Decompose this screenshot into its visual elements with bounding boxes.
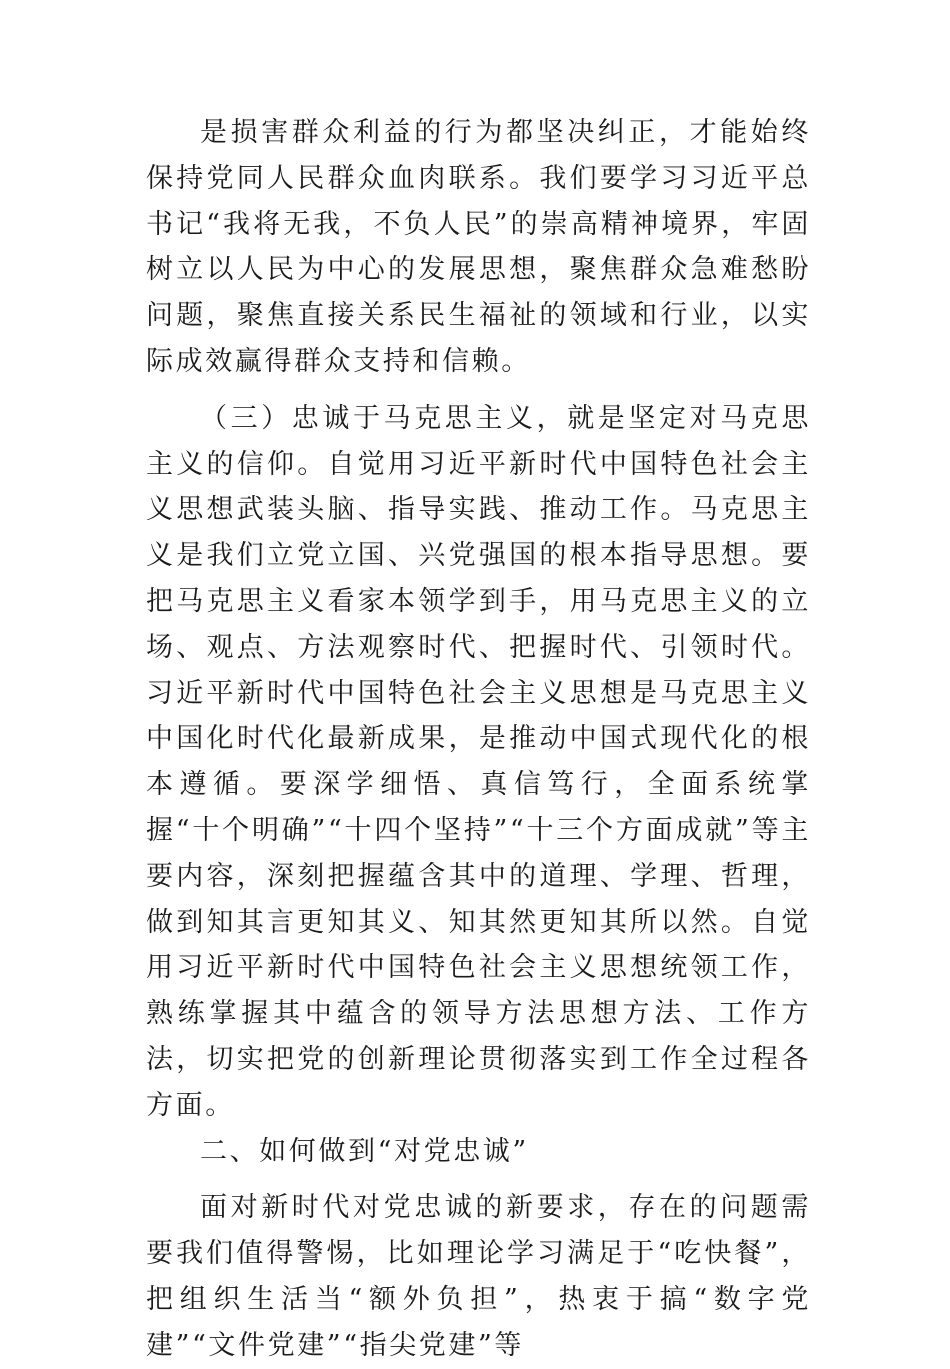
paragraph-new-requirements: 面对新时代对党忠诚的新要求，存在的问题需要我们值得警惕，比如理论学习满足于“吃快餐”，把组织生活当“额外负担”，热衷于搞“数字党建”“文件党建”“指尖党建”等: [146, 1192, 811, 1361]
document-body: [146, 110, 811, 1369]
paragraph-mass-line: 是损害群众利益的行为都坚决纠正，才能始终保持党同人民群众血肉联系。我们要学习习近平总书记“我将无我，不负人民”的崇高精神境界，牢固树立以人民为中心的发展思想，聚焦群众急难愁盼问题，聚焦直接关系民生福祉的领域和行业，以实际成效赢得群众支持和信赖。: [146, 117, 811, 377]
section-heading-how-to-be-loyal: 二、如何做到“对党忠诚”: [200, 1135, 529, 1167]
paragraph-loyalty-to-marxism: （三）忠诚于马克思主义，就是坚定对马克思主义的信仰。自觉用习近平新时代中国特色社会主义思想武装头脑、指导实践、推动工作。马克思主义是我们立党立国、兴党强国的根本指导思想。要把马克思主义看家本领学到手，用马克思主义的立场、观点、方法观察时代、把握时代、引领时代。习近平新时代中国特色社会主义思想是马克思主义中国化时代化最新成果，是推动中国式现代化的根本遵循。要深学细悟、真信笃行，全面系统掌握“十个明确”“十四个坚持”“十三个方面成就”等主要内容，深刻把握蕴含其中的道理、学理、哲理，做到知其言更知其义、知其然更知其所以然。自觉用习近平新时代中国特色社会主义思想统领工作，熟练掌握其中蕴含的领导方法思想方法、工作方法，切实把党的创新理论贯彻落实到工作全过程各方面。: [146, 402, 811, 1121]
